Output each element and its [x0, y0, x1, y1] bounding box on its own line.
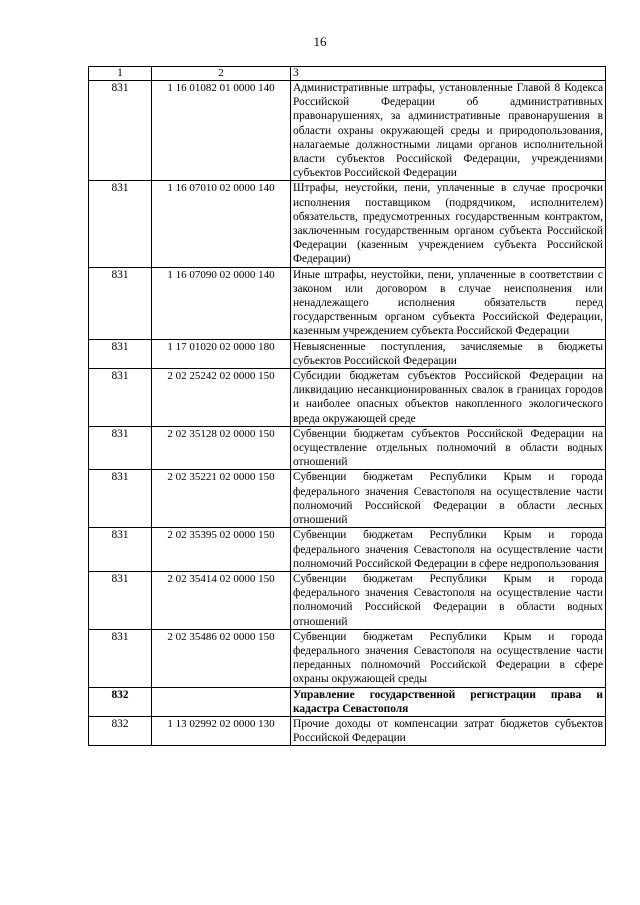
revenue-codes-table	[88, 66, 606, 746]
description-cell: Субвенции бюджетам Республики Крым и города федерального значения Севастополя на осуществление части переданных полномочий Российской Федерации в сфере охраны окружающей среды	[291, 629, 606, 687]
table-row	[89, 716, 606, 745]
budget-code-cell: 2 02 35221 02 0000 150	[152, 470, 291, 528]
admin-code-cell: 832	[89, 716, 152, 745]
admin-code-cell: 831	[89, 369, 152, 427]
description-cell: Субвенции бюджетам Республики Крым и города федерального значения Севастополя на осуществление части полномочий Российской Федерации в области лесных отношений	[291, 470, 606, 528]
description-cell: Субвенции бюджетам Республики Крым и города федерального значения Севастополя на осуществление части полномочий Российской Федерации в области водных отношений	[291, 571, 606, 629]
table-row	[89, 81, 606, 181]
description-cell: Штрафы, неустойки, пени, уплаченные в случае просрочки исполнения поставщиком (подрядчиком, исполнителем) обязательств, предусмотренных государственным контрактом, заключенным государственным органом субъекта Российской Федерации (казенным учреждением субъекта Российской Федерации)	[291, 181, 606, 267]
description-cell: Прочие доходы от компенсации затрат бюджетов субъектов Российской Федерации	[291, 716, 606, 745]
table-row	[89, 629, 606, 687]
budget-code-cell	[152, 687, 291, 716]
page-number: 16	[313, 34, 327, 49]
header-col-3: 3	[291, 67, 606, 81]
description-cell: Субсидии бюджетам субъектов Российской Федерации на ликвидацию несанкционированных свалок в границах городов и наиболее опасных объектов накопленного экологического вреда окружающей среде	[291, 369, 606, 427]
table-row	[89, 369, 606, 427]
budget-code-cell: 1 16 07010 02 0000 140	[152, 181, 291, 267]
description-cell: Иные штрафы, неустойки, пени, уплаченные в соответствии с законом или договором в случае неисполнения или ненадлежащего исполнения обязательств перед государственным органом субъекта Российской Федерации, казенным учреждением субъекта Российской Федерации	[291, 267, 606, 339]
table-row	[89, 528, 606, 572]
budget-code-cell: 1 13 02992 02 0000 130	[152, 716, 291, 745]
budget-code-cell: 2 02 35128 02 0000 150	[152, 426, 291, 470]
table-row	[89, 181, 606, 267]
budget-code-cell: 2 02 35486 02 0000 150	[152, 629, 291, 687]
header-col-1: 1	[89, 67, 152, 81]
table-row	[89, 267, 606, 339]
budget-code-cell: 1 16 01082 01 0000 140	[152, 81, 291, 181]
admin-code-cell: 831	[89, 181, 152, 267]
budget-code-cell: 1 16 07090 02 0000 140	[152, 267, 291, 339]
description-cell: Административные штрафы, установленные Главой 8 Кодекса Российской Федерации об административных правонарушениях, за административные правонарушения в области охраны окружающей среды и природопользования, налагаемые должностными лицами органов исполнительной власти субъектов Российской Федерации, учреждениями субъектов Российской Федерации	[291, 81, 606, 181]
budget-code-cell: 2 02 35395 02 0000 150	[152, 528, 291, 572]
admin-code-cell: 831	[89, 629, 152, 687]
admin-code-cell: 831	[89, 339, 152, 368]
table-row	[89, 470, 606, 528]
admin-code-cell: 831	[89, 470, 152, 528]
admin-code-cell: 832	[89, 687, 152, 716]
budget-code-cell: 2 02 25242 02 0000 150	[152, 369, 291, 427]
admin-code-cell: 831	[89, 81, 152, 181]
description-cell: Управление государственной регистрации права и кадастра Севастополя	[291, 687, 606, 716]
admin-code-cell: 831	[89, 528, 152, 572]
admin-code-cell: 831	[89, 571, 152, 629]
table-header-row	[89, 67, 606, 81]
description-cell: Невыясненные поступления, зачисляемые в бюджеты субъектов Российской Федерации	[291, 339, 606, 368]
admin-code-cell: 831	[89, 267, 152, 339]
table-row	[89, 687, 606, 716]
budget-code-cell: 2 02 35414 02 0000 150	[152, 571, 291, 629]
budget-code-cell: 1 17 01020 02 0000 180	[152, 339, 291, 368]
table-row	[89, 571, 606, 629]
admin-code-cell: 831	[89, 426, 152, 470]
description-cell: Субвенции бюджетам Республики Крым и города федерального значения Севастополя на осуществление части полномочий Российской Федерации в сфере недропользования	[291, 528, 606, 572]
header-col-2: 2	[152, 67, 291, 81]
table-row	[89, 426, 606, 470]
table-row	[89, 339, 606, 368]
description-cell: Субвенции бюджетам субъектов Российской Федерации на осуществление отдельных полномочий в области водных отношений	[291, 426, 606, 470]
